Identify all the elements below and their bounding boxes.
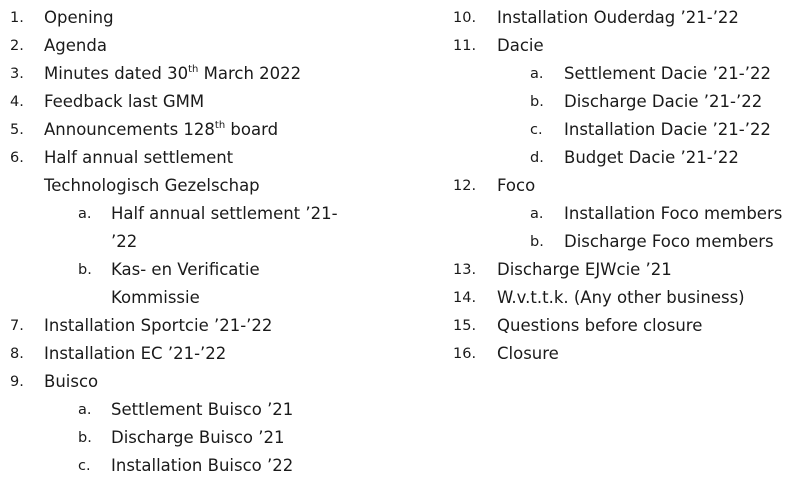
agenda-item (453, 312, 800, 340)
item-number: 13. (453, 262, 477, 278)
item-number: 11. (453, 38, 477, 54)
item-text: Closure (497, 344, 559, 363)
subitem-letter: a. (530, 206, 544, 222)
item-text: Agenda (44, 36, 107, 55)
item-number: 12. (453, 178, 477, 194)
agenda-item-continuation (0, 172, 400, 200)
item-text: Installation EC ’21-’22 (44, 344, 227, 363)
agenda-item (0, 60, 400, 88)
agenda-column-right (453, 4, 800, 368)
item-number: 4. (10, 94, 24, 110)
subitem-letter: b. (530, 94, 544, 110)
subitem-text: Settlement Buisco ’21 (111, 400, 294, 419)
agenda-item (0, 340, 400, 368)
item-text: Announcements 128th board (44, 119, 279, 139)
agenda-column-left (0, 4, 400, 480)
item-number: 6. (10, 150, 24, 166)
agenda-item (453, 340, 800, 368)
item-text: Minutes dated 30th March 2022 (44, 63, 302, 83)
subitem-text: ’22 (111, 232, 138, 251)
agenda-item (0, 4, 400, 32)
subitem-letter: d. (530, 150, 544, 166)
item-text: Installation Ouderdag ’21-’22 (497, 8, 739, 27)
agenda-subitem (0, 424, 400, 452)
item-text: Half annual settlement (44, 148, 234, 167)
subitem-text: Installation Buisco ’22 (111, 456, 294, 475)
subitem-text: Budget Dacie ’21-’22 (564, 148, 739, 167)
item-number: 1. (10, 10, 24, 26)
subitem-text: Kommissie (111, 288, 200, 307)
subitem-letter: b. (78, 262, 92, 278)
item-text: Buisco (44, 372, 99, 391)
agenda-item (453, 256, 800, 284)
agenda-item (0, 32, 400, 60)
agenda-item (453, 172, 800, 200)
subitem-letter: a. (78, 402, 92, 418)
item-text: Technologisch Gezelschap (44, 176, 260, 195)
item-text: Foco (497, 176, 536, 195)
agenda-subitem (453, 200, 800, 228)
agenda-item (453, 284, 800, 312)
subitem-text: Discharge Foco members (564, 232, 774, 251)
agenda-subitem-continuation (0, 228, 400, 256)
agenda-subitem (0, 452, 400, 480)
item-text: Dacie (497, 36, 544, 55)
item-text: Opening (44, 8, 114, 27)
item-text: W.v.t.t.k. (Any other business) (497, 288, 745, 307)
subitem-letter: c. (78, 458, 91, 474)
item-number: 16. (453, 346, 477, 362)
agenda-subitem (453, 88, 800, 116)
subitem-text: Kas- en Verificatie (111, 260, 260, 279)
agenda-subitem (453, 116, 800, 144)
item-text: Discharge EJWcie ’21 (497, 260, 672, 279)
agenda-item (453, 32, 800, 60)
agenda-subitem (453, 144, 800, 172)
item-text: Feedback last GMM (44, 92, 205, 111)
agenda-subitem (0, 396, 400, 424)
subitem-text: Discharge Dacie ’21-’22 (564, 92, 763, 111)
agenda-item (0, 88, 400, 116)
subitem-text: Installation Foco members (564, 204, 783, 223)
subitem-letter: b. (530, 234, 544, 250)
subitem-letter: a. (78, 206, 92, 222)
subitem-letter: a. (530, 66, 544, 82)
agenda-subitem (0, 256, 400, 284)
agenda-item (0, 144, 400, 172)
agenda-item (0, 116, 400, 144)
agenda-subitem (453, 228, 800, 256)
item-number: 8. (10, 346, 24, 362)
subitem-text: Settlement Dacie ’21-’22 (564, 64, 771, 83)
agenda-item (0, 368, 400, 396)
agenda-item (453, 4, 800, 32)
subitem-text: Installation Dacie ’21-’22 (564, 120, 771, 139)
agenda-subitem (0, 200, 400, 228)
subitem-text: Half annual settlement ’21- (111, 204, 338, 223)
item-number: 3. (10, 66, 24, 82)
item-number: 14. (453, 290, 477, 306)
subitem-text: Discharge Buisco ’21 (111, 428, 285, 447)
subitem-letter: c. (530, 122, 543, 138)
item-number: 5. (10, 122, 24, 138)
item-number: 7. (10, 318, 24, 334)
item-number: 2. (10, 38, 24, 54)
agenda-item (0, 312, 400, 340)
agenda-subitem (453, 60, 800, 88)
item-number: 10. (453, 10, 477, 26)
item-text: Questions before closure (497, 316, 703, 335)
item-text: Installation Sportcie ’21-’22 (44, 316, 273, 335)
subitem-letter: b. (78, 430, 92, 446)
item-number: 9. (10, 374, 24, 390)
agenda-subitem-continuation (0, 284, 400, 312)
item-number: 15. (453, 318, 477, 334)
